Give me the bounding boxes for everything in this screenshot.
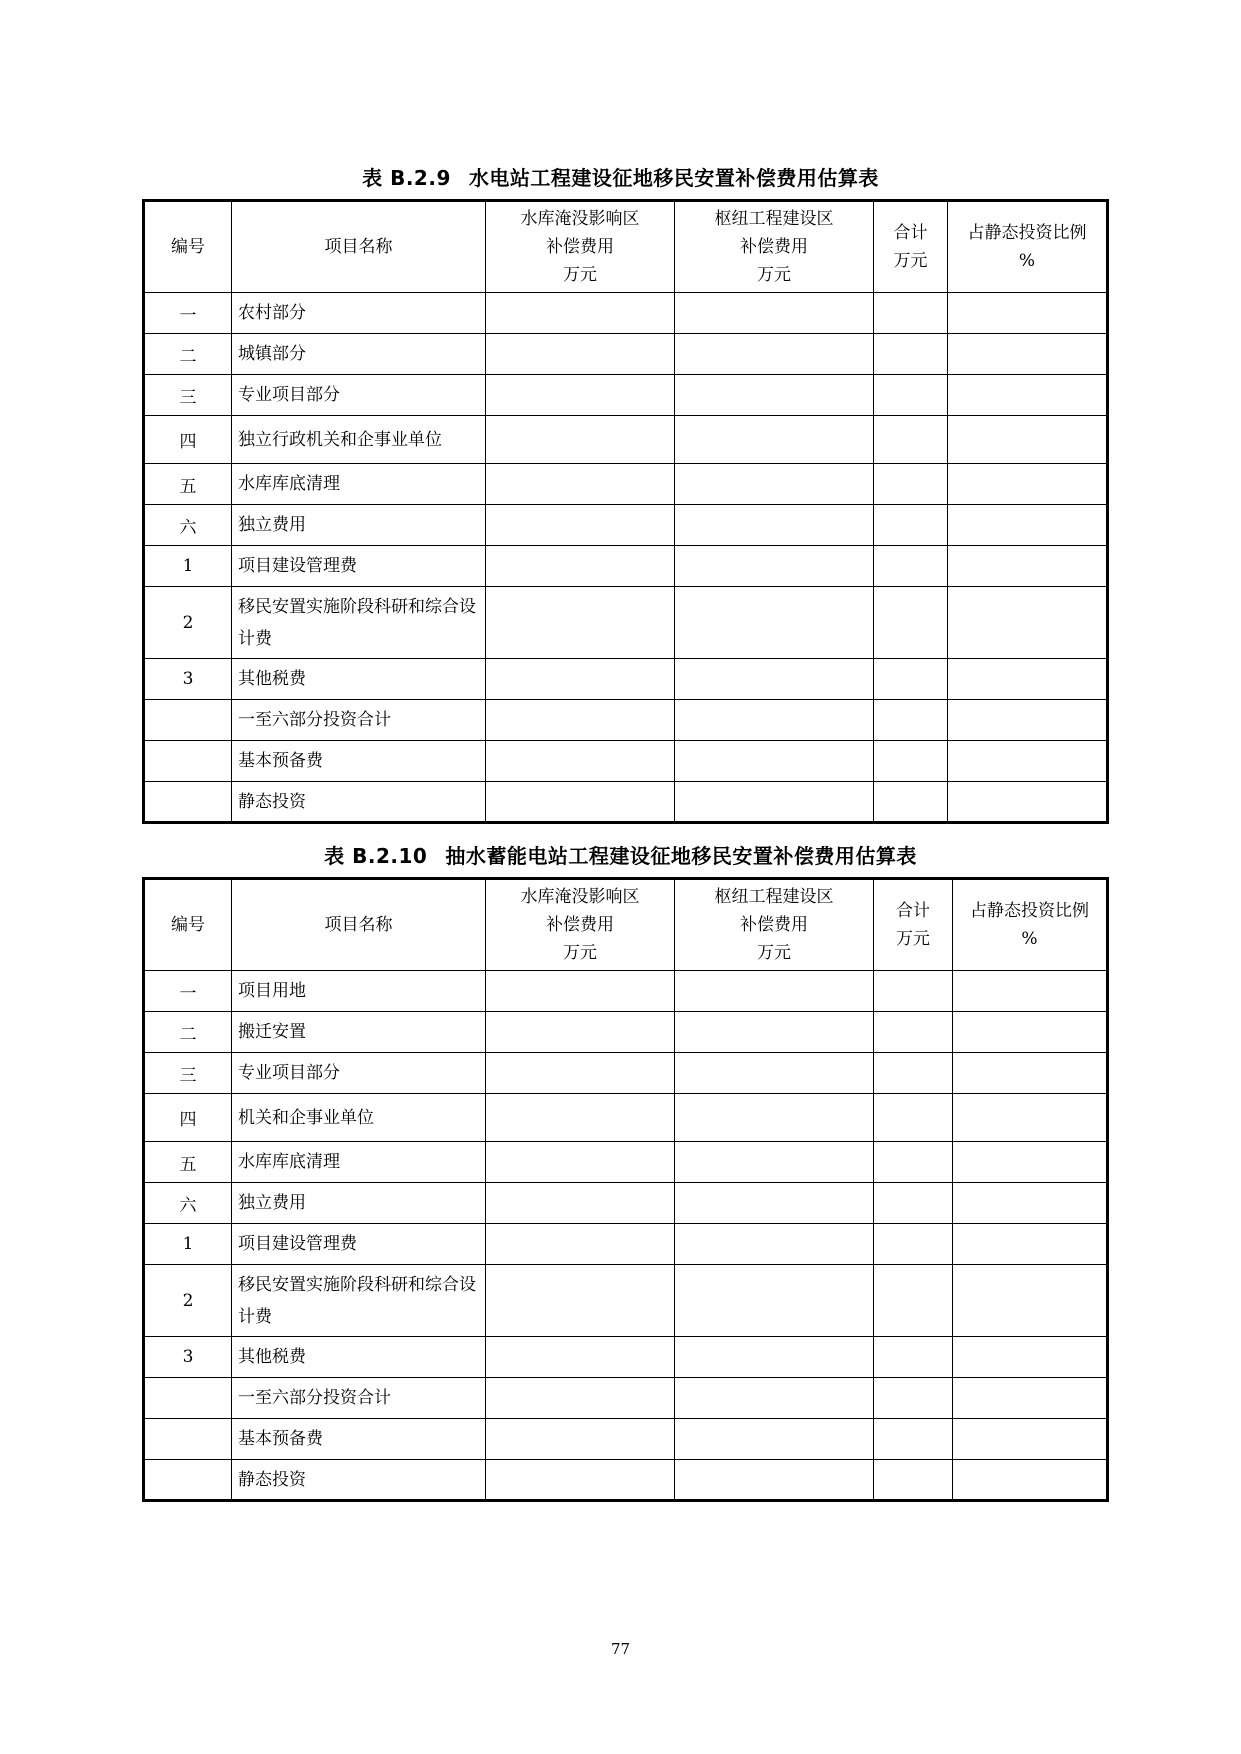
table-row (144, 1183, 1108, 1224)
table-row (144, 659, 1108, 700)
ratio-cell (953, 1012, 1108, 1053)
table2-header-row (144, 879, 1108, 971)
reservoir-cost-cell (486, 1224, 675, 1265)
row-number: 一 (144, 293, 232, 334)
table-row (144, 334, 1108, 375)
table2-title-text: 抽水蓄能电站工程建设征地移民安置补偿费用估算表 (445, 844, 917, 868)
header-total-line1: 合计 (893, 223, 928, 243)
row-number (144, 700, 232, 741)
header-total (874, 879, 953, 971)
header-reservoir (486, 879, 675, 971)
ratio-cell (948, 782, 1108, 823)
total-cell (874, 334, 948, 375)
total-cell (874, 293, 948, 334)
row-item-name: 城镇部分 (232, 334, 486, 375)
reservoir-cost-cell (486, 1094, 675, 1142)
hub-cost-cell (675, 375, 874, 416)
row-item-name: 项目建设管理费 (232, 1224, 486, 1265)
table-row (144, 505, 1108, 546)
ratio-cell (953, 1265, 1108, 1337)
reservoir-cost-cell (486, 464, 675, 505)
row-item-name: 项目建设管理费 (232, 546, 486, 587)
ratio-cell (953, 1337, 1108, 1378)
row-item-name: 专业项目部分 (232, 1053, 486, 1094)
hub-cost-cell (675, 659, 874, 700)
ratio-cell (953, 1183, 1108, 1224)
total-cell (874, 1224, 953, 1265)
row-item-name: 独立行政机关和企事业单位 (232, 416, 486, 464)
ratio-cell (953, 1142, 1108, 1183)
header-reservoir-unit: 万元 (563, 265, 597, 285)
table-row (144, 546, 1108, 587)
row-item-name: 专业项目部分 (232, 375, 486, 416)
header-hub-unit: 万元 (757, 943, 791, 963)
table1-title-text: 水电站工程建设征地移民安置补偿费用估算表 (468, 166, 879, 190)
table-row (144, 1265, 1108, 1337)
table1 (142, 199, 1109, 824)
header-ratio-unit: % (1021, 929, 1038, 949)
header-ratio-line1: 占静态投资比例 (967, 223, 1087, 243)
table-row (144, 1419, 1108, 1460)
reservoir-cost-cell (486, 1419, 675, 1460)
table-row (144, 375, 1108, 416)
table-row (144, 1337, 1108, 1378)
total-cell (874, 971, 953, 1012)
ratio-cell (948, 375, 1108, 416)
row-number (144, 1378, 232, 1419)
hub-cost-cell (675, 971, 874, 1012)
table-row (144, 1053, 1108, 1094)
header-hub-line2: 补偿费用 (740, 237, 808, 257)
header-hub (675, 879, 874, 971)
header-reservoir-line2: 补偿费用 (546, 915, 614, 935)
reservoir-cost-cell (486, 1460, 675, 1501)
row-number: 3 (144, 659, 232, 700)
row-number (144, 1460, 232, 1501)
table2-title (0, 840, 1241, 869)
total-cell (874, 741, 948, 782)
hub-cost-cell (675, 782, 874, 823)
reservoir-cost-cell (486, 293, 675, 334)
ratio-cell (953, 1460, 1108, 1501)
reservoir-cost-cell (486, 1378, 675, 1419)
reservoir-cost-cell (486, 1012, 675, 1053)
table-row (144, 741, 1108, 782)
row-item-name: 静态投资 (232, 782, 486, 823)
total-cell (874, 1094, 953, 1142)
ratio-cell (953, 1053, 1108, 1094)
row-item-name: 水库库底清理 (232, 1142, 486, 1183)
reservoir-cost-cell (486, 741, 675, 782)
ratio-cell (953, 1094, 1108, 1142)
row-number: 2 (144, 587, 232, 659)
reservoir-cost-cell (486, 971, 675, 1012)
ratio-cell (948, 659, 1108, 700)
reservoir-cost-cell (486, 416, 675, 464)
header-reservoir-line2: 补偿费用 (546, 237, 614, 257)
hub-cost-cell (675, 334, 874, 375)
total-cell (874, 700, 948, 741)
header-total (874, 201, 948, 293)
hub-cost-cell (675, 1419, 874, 1460)
ratio-cell (948, 334, 1108, 375)
row-number: 三 (144, 375, 232, 416)
row-number: 1 (144, 1224, 232, 1265)
header-hub-unit: 万元 (757, 265, 791, 285)
reservoir-cost-cell (486, 700, 675, 741)
row-item-name: 一至六部分投资合计 (232, 700, 486, 741)
total-cell (874, 546, 948, 587)
header-ratio-line1: 占静态投资比例 (970, 901, 1089, 921)
header-reservoir-line1: 水库淹没影响区 (520, 209, 640, 229)
row-number (144, 782, 232, 823)
row-number: 六 (144, 505, 232, 546)
row-item-name: 其他税费 (232, 1337, 486, 1378)
hub-cost-cell (675, 1094, 874, 1142)
total-cell (874, 1460, 953, 1501)
row-item-name: 静态投资 (232, 1460, 486, 1501)
row-item-name: 移民安置实施阶段科研和综合设计费 (232, 587, 486, 659)
ratio-cell (953, 1419, 1108, 1460)
header-ratio-unit: % (1018, 251, 1036, 271)
hub-cost-cell (675, 587, 874, 659)
table-row (144, 1142, 1108, 1183)
ratio-cell (948, 587, 1108, 659)
hub-cost-cell (675, 416, 874, 464)
total-cell (874, 1378, 953, 1419)
hub-cost-cell (675, 1460, 874, 1501)
row-number: 四 (144, 1094, 232, 1142)
table-row (144, 1378, 1108, 1419)
header-ratio (948, 201, 1108, 293)
hub-cost-cell (675, 1012, 874, 1053)
header-reservoir (486, 201, 675, 293)
ratio-cell (948, 546, 1108, 587)
hub-cost-cell (675, 546, 874, 587)
row-number: 五 (144, 464, 232, 505)
hub-cost-cell (675, 505, 874, 546)
row-item-name: 移民安置实施阶段科研和综合设计费 (232, 1265, 486, 1337)
table-row (144, 1460, 1108, 1501)
total-cell (874, 375, 948, 416)
hub-cost-cell (675, 741, 874, 782)
reservoir-cost-cell (486, 1337, 675, 1378)
hub-cost-cell (675, 1183, 874, 1224)
header-no: 编号 (144, 879, 232, 971)
total-cell (874, 1053, 953, 1094)
header-reservoir-unit: 万元 (563, 943, 597, 963)
hub-cost-cell (675, 700, 874, 741)
row-number: 二 (144, 334, 232, 375)
reservoir-cost-cell (486, 1183, 675, 1224)
table-row (144, 782, 1108, 823)
row-item-name: 搬迁安置 (232, 1012, 486, 1053)
table-row (144, 587, 1108, 659)
row-item-name: 一至六部分投资合计 (232, 1378, 486, 1419)
header-hub-line2: 补偿费用 (740, 915, 808, 935)
header-no: 编号 (144, 201, 232, 293)
row-item-name: 独立费用 (232, 505, 486, 546)
row-number (144, 1419, 232, 1460)
table-row (144, 1012, 1108, 1053)
hub-cost-cell (675, 1337, 874, 1378)
hub-cost-cell (675, 1378, 874, 1419)
total-cell (874, 464, 948, 505)
total-cell (874, 416, 948, 464)
reservoir-cost-cell (486, 1053, 675, 1094)
reservoir-cost-cell (486, 587, 675, 659)
hub-cost-cell (675, 1265, 874, 1337)
row-number: 六 (144, 1183, 232, 1224)
total-cell (874, 1012, 953, 1053)
ratio-cell (948, 741, 1108, 782)
header-total-unit: 万元 (893, 251, 928, 271)
header-hub-line1: 枢纽工程建设区 (714, 887, 834, 907)
table-row (144, 416, 1108, 464)
table-row (144, 1094, 1108, 1142)
total-cell (874, 1183, 953, 1224)
ratio-cell (948, 293, 1108, 334)
table1-title (0, 162, 1241, 191)
row-number (144, 741, 232, 782)
header-total-unit: 万元 (896, 929, 930, 949)
row-number: 四 (144, 416, 232, 464)
header-name: 项目名称 (232, 201, 486, 293)
reservoir-cost-cell (486, 1142, 675, 1183)
ratio-cell (948, 416, 1108, 464)
table2 (142, 877, 1109, 1502)
header-name: 项目名称 (232, 879, 486, 971)
row-item-name: 基本预备费 (232, 741, 486, 782)
total-cell (874, 1265, 953, 1337)
total-cell (874, 1419, 953, 1460)
hub-cost-cell (675, 1053, 874, 1094)
row-item-name: 农村部分 (232, 293, 486, 334)
total-cell (874, 1142, 953, 1183)
header-reservoir-line1: 水库淹没影响区 (520, 887, 640, 907)
reservoir-cost-cell (486, 1265, 675, 1337)
row-number: 三 (144, 1053, 232, 1094)
hub-cost-cell (675, 464, 874, 505)
row-item-name: 机关和企事业单位 (232, 1094, 486, 1142)
header-hub (675, 201, 874, 293)
table-row (144, 700, 1108, 741)
reservoir-cost-cell (486, 375, 675, 416)
header-hub-line1: 枢纽工程建设区 (714, 209, 834, 229)
ratio-cell (953, 1378, 1108, 1419)
table-row (144, 971, 1108, 1012)
table-row (144, 293, 1108, 334)
table2-code: 表 B.2.10 (324, 844, 428, 868)
row-number: 五 (144, 1142, 232, 1183)
reservoir-cost-cell (486, 334, 675, 375)
reservoir-cost-cell (486, 505, 675, 546)
ratio-cell (953, 971, 1108, 1012)
ratio-cell (948, 464, 1108, 505)
reservoir-cost-cell (486, 659, 675, 700)
row-item-name: 独立费用 (232, 1183, 486, 1224)
row-number: 3 (144, 1337, 232, 1378)
row-number: 2 (144, 1265, 232, 1337)
table-row (144, 1224, 1108, 1265)
reservoir-cost-cell (486, 546, 675, 587)
hub-cost-cell (675, 293, 874, 334)
hub-cost-cell (675, 1142, 874, 1183)
total-cell (874, 505, 948, 546)
ratio-cell (953, 1224, 1108, 1265)
row-item-name: 项目用地 (232, 971, 486, 1012)
ratio-cell (948, 700, 1108, 741)
reservoir-cost-cell (486, 782, 675, 823)
total-cell (874, 659, 948, 700)
row-item-name: 水库库底清理 (232, 464, 486, 505)
table1-header-row (144, 201, 1108, 293)
total-cell (874, 1337, 953, 1378)
header-ratio (953, 879, 1108, 971)
row-item-name: 其他税费 (232, 659, 486, 700)
page-number: 77 (610, 1640, 631, 1658)
hub-cost-cell (675, 1224, 874, 1265)
ratio-cell (948, 505, 1108, 546)
row-number: 二 (144, 1012, 232, 1053)
table-row (144, 464, 1108, 505)
header-total-line1: 合计 (896, 901, 930, 921)
row-number: 1 (144, 546, 232, 587)
row-number: 一 (144, 971, 232, 1012)
row-item-name: 基本预备费 (232, 1419, 486, 1460)
table1-code: 表 B.2.9 (362, 166, 451, 190)
total-cell (874, 587, 948, 659)
total-cell (874, 782, 948, 823)
